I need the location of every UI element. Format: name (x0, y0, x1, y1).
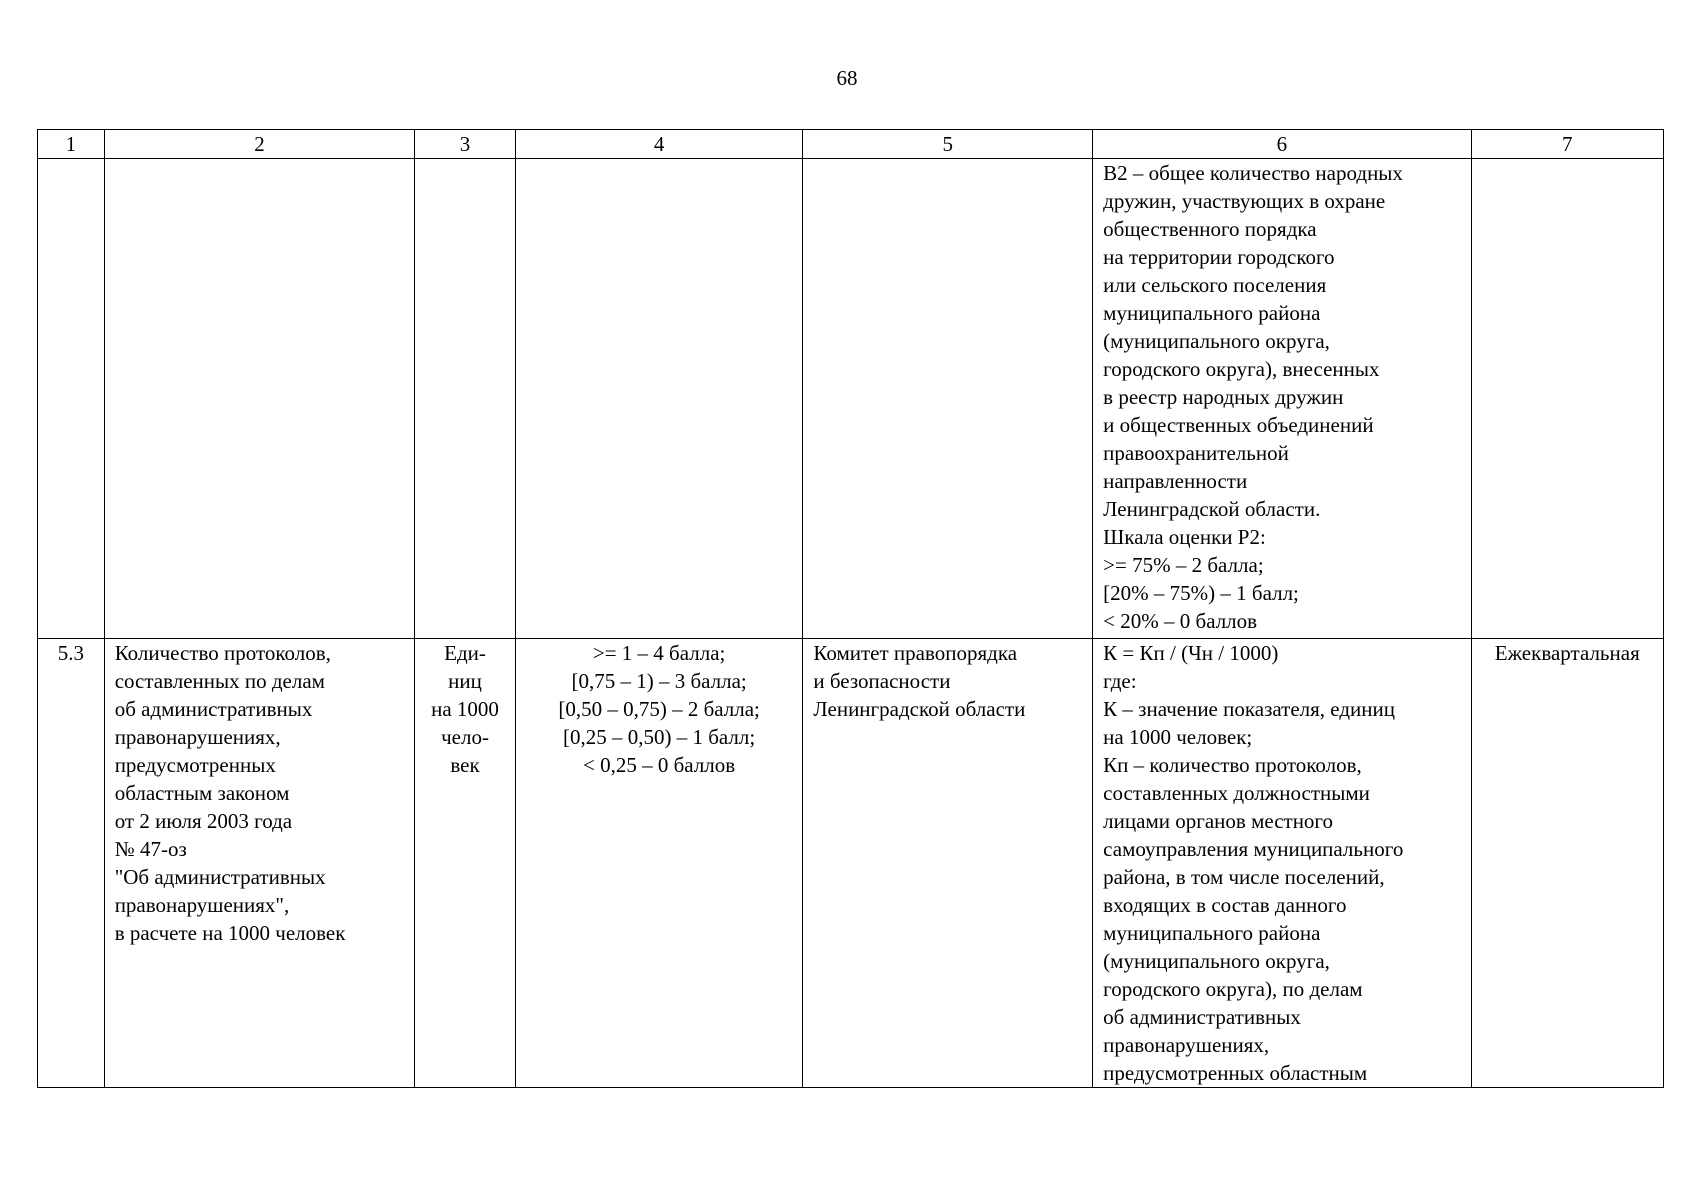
cell-empty (104, 159, 415, 639)
text-line: общественного порядка (1103, 217, 1317, 241)
cell-calculation-method (1093, 639, 1471, 1088)
text-line: на 1000 (431, 697, 499, 721)
column-header-6: 6 (1093, 130, 1471, 159)
header-row (38, 130, 1664, 159)
text-line: < 20% – 0 баллов (1103, 609, 1258, 633)
text-line: составленных должностными (1103, 781, 1370, 805)
text-line: правонарушениях, (1103, 1033, 1270, 1057)
table-row-continuation (38, 159, 1664, 639)
column-header-5: 5 (803, 130, 1093, 159)
cell-empty (803, 159, 1093, 639)
text-line: городского округа), по делам (1103, 977, 1363, 1001)
text-line: Кп – количество протоколов, (1103, 753, 1362, 777)
cell-empty (515, 159, 803, 639)
text-line: составленных по делам (114, 669, 325, 693)
text-line: входящих в состав данного (1103, 893, 1347, 917)
text-line: дружин, участвующих в охране (1103, 189, 1386, 213)
text-line: В2 – общее количество народных (1103, 161, 1403, 185)
text-line: на 1000 человек; (1103, 725, 1253, 749)
text-line: правонарушениях, (114, 725, 281, 749)
text-line: в реестр народных дружин (1103, 385, 1344, 409)
text-line: городского округа), внесенных (1103, 357, 1380, 381)
text-line: муниципального района (1103, 301, 1321, 325)
text-line: правонарушениях", (114, 893, 290, 917)
text-line: ниц (448, 669, 482, 693)
cell-empty (1471, 159, 1664, 639)
cell-item-number: 5.3 (38, 639, 105, 1088)
text-line: муниципального района (1103, 921, 1321, 945)
text-line: Комитет правопорядка (813, 641, 1018, 665)
text-line: в расчете на 1000 человек (114, 921, 346, 945)
text-line: < 0,25 – 0 баллов (583, 753, 736, 777)
text-line: и общественных объединений (1103, 413, 1374, 437)
text-line: областным законом (114, 781, 290, 805)
text-line: век (450, 753, 480, 777)
text-line: об административных (114, 697, 313, 721)
cell-empty (38, 159, 105, 639)
cell-calculation-continued (1093, 159, 1471, 639)
text-line: Ленинградской области (813, 697, 1026, 721)
text-line: предусмотренных областным (1103, 1061, 1368, 1085)
text-line: на территории городского (1103, 245, 1335, 269)
text-line: № 47-оз (114, 837, 187, 861)
cell-unit (415, 639, 516, 1088)
text-line: предусмотренных (114, 753, 276, 777)
cell-responsible-body (803, 639, 1093, 1088)
table-row-5-3 (38, 639, 1664, 1088)
column-header-3: 3 (415, 130, 516, 159)
column-header-1: 1 (38, 130, 105, 159)
text-line: "Об административных (114, 865, 326, 889)
text-line: или сельского поселения (1103, 273, 1327, 297)
column-header-2: 2 (104, 130, 415, 159)
text-line: Количество протоколов, (114, 641, 331, 665)
indicator-table (37, 129, 1664, 1088)
text-line: лицами органов местного (1103, 809, 1334, 833)
text-line: направленности (1103, 469, 1248, 493)
text-line: Еди- (444, 641, 486, 665)
text-line: >= 1 – 4 балла; (592, 641, 726, 665)
text-line: [0,25 – 0,50) – 1 балл; (563, 725, 756, 749)
text-line: района, в том числе поселений, (1103, 865, 1385, 889)
text-line: (муниципального округа, (1103, 329, 1330, 353)
text-line: Шкала оценки Р2: (1103, 525, 1266, 549)
column-header-4: 4 (515, 130, 803, 159)
cell-scoring-scale (515, 639, 803, 1088)
text-line: >= 75% – 2 балла; (1103, 553, 1264, 577)
page-number: 68 (836, 66, 858, 90)
text-line: самоуправления муниципального (1103, 837, 1404, 861)
text-line: об административных (1103, 1005, 1301, 1029)
column-header-7: 7 (1471, 130, 1664, 159)
text-line: (муниципального округа, (1103, 949, 1330, 973)
cell-indicator-name (104, 639, 415, 1088)
text-line: К = Кп / (Чн / 1000) (1103, 641, 1279, 665)
text-line: чело- (441, 725, 489, 749)
text-line: [0,50 – 0,75) – 2 балла; (558, 697, 760, 721)
text-line: и безопасности (813, 669, 951, 693)
text-line: от 2 июля 2003 года (114, 809, 293, 833)
cell-empty (415, 159, 516, 639)
text-line: Ленинградской области. (1103, 497, 1321, 521)
text-line: К – значение показателя, единиц (1103, 697, 1395, 721)
text-line: [20% – 75%) – 1 балл; (1103, 581, 1299, 605)
text-line: где: (1103, 669, 1137, 693)
cell-frequency: Ежеквартальная (1471, 639, 1664, 1088)
text-line: правоохранительной (1103, 441, 1289, 465)
text-line: [0,75 – 1) – 3 балла; (571, 669, 747, 693)
